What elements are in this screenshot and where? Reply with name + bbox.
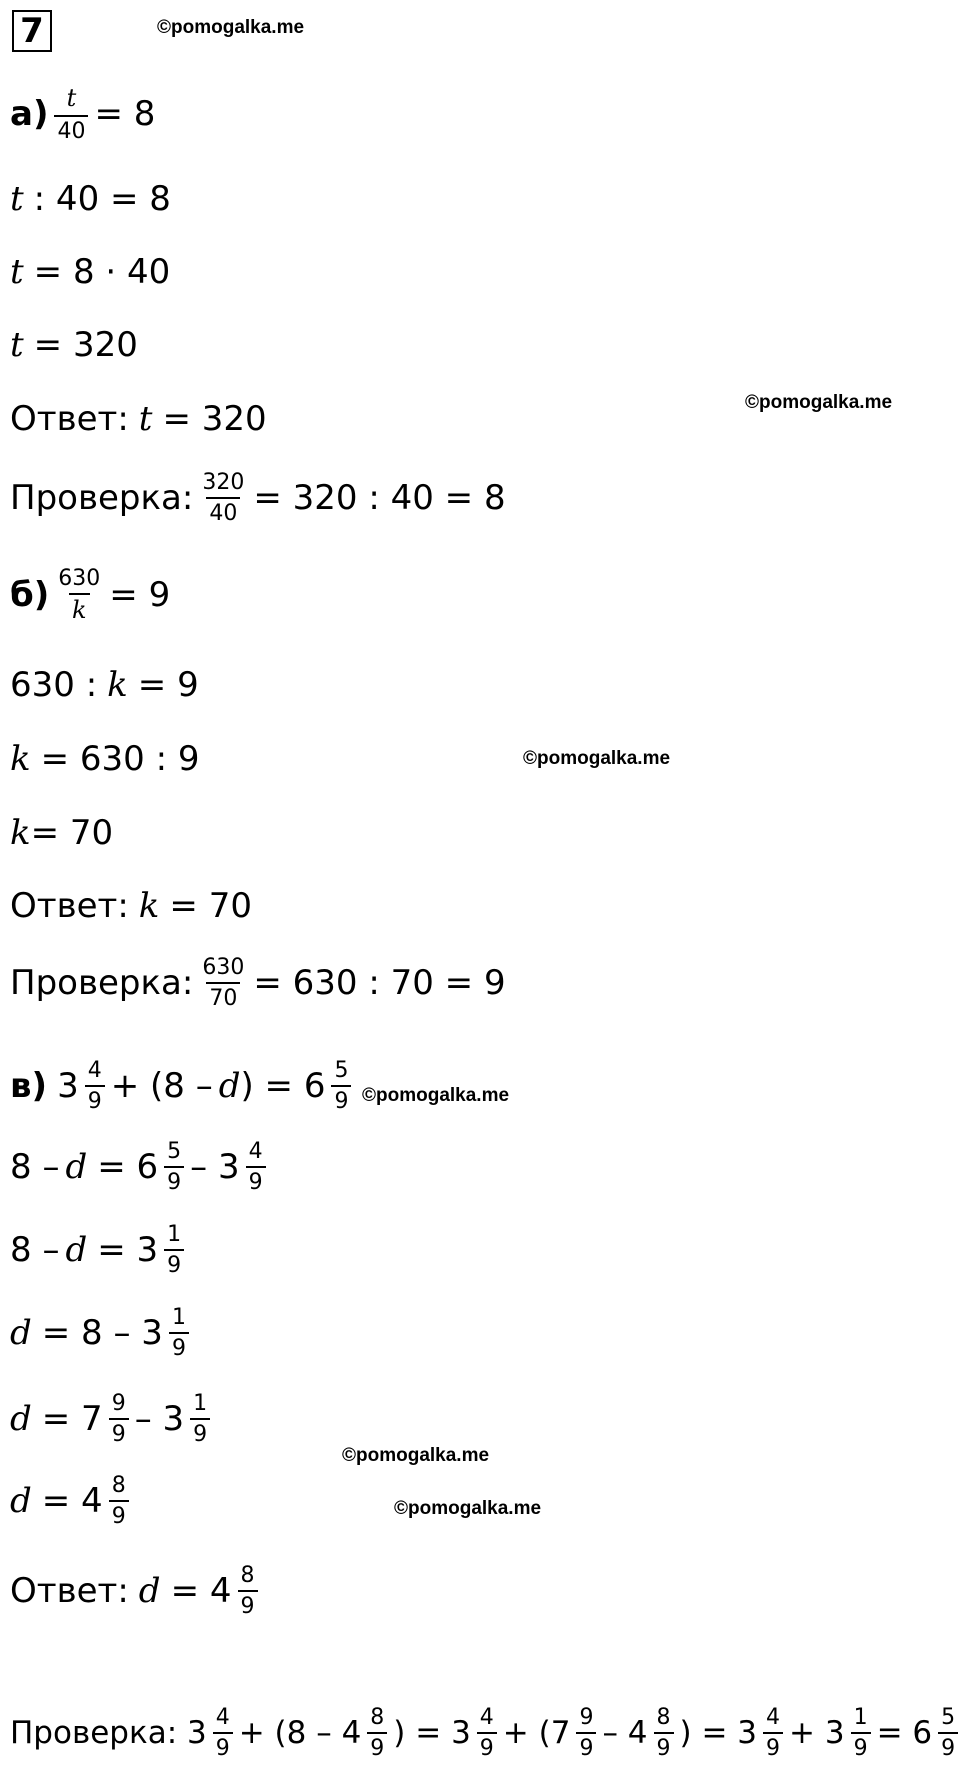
part-c-step-4: [10, 1391, 216, 1448]
part-b-step-1: [10, 665, 199, 705]
fraction: [367, 1705, 387, 1762]
expression: = 4: [170, 1571, 232, 1612]
answer-label: Ответ:: [10, 886, 129, 926]
denominator: 40: [54, 115, 88, 144]
denominator: 9: [763, 1732, 783, 1761]
denominator: 9: [331, 1085, 351, 1114]
expression: + (8 –: [110, 1066, 213, 1107]
denominator: k: [69, 593, 90, 625]
part-b-step-3: [10, 813, 114, 853]
numerator: 1: [193, 1391, 208, 1416]
variable: k: [10, 813, 31, 853]
watermark: ©pomogalka.me: [394, 1498, 542, 1519]
part-b-check: [10, 955, 506, 1012]
fraction: [938, 1705, 958, 1762]
expression: = 70: [30, 813, 114, 853]
expression: = 320: [162, 399, 267, 439]
fraction: [109, 1391, 129, 1448]
denominator: 9: [213, 1732, 233, 1761]
fraction: [654, 1705, 674, 1762]
expression-prefix: 8 –: [10, 1230, 60, 1271]
denominator: 70: [206, 982, 240, 1011]
denominator: 9: [85, 1085, 105, 1114]
numerator: 1: [167, 1222, 182, 1247]
fraction: [199, 470, 247, 527]
expression: = 9: [137, 665, 199, 705]
expression: ) = 3: [679, 1714, 758, 1751]
numerator: 5: [941, 1705, 956, 1730]
expression: = 8 – 3: [41, 1313, 163, 1354]
fraction: [246, 1139, 266, 1196]
part-c-step-2: [10, 1222, 190, 1279]
fraction: [331, 1058, 351, 1115]
denominator: 9: [109, 1500, 129, 1529]
watermark: ©pomogalka.me: [745, 392, 893, 413]
variable: d: [65, 1147, 88, 1188]
denominator: 9: [938, 1732, 958, 1761]
watermark: ©pomogalka.me: [157, 17, 305, 38]
numerator: 4: [215, 1705, 230, 1730]
denominator: 9: [169, 1332, 189, 1361]
expression: = 6: [97, 1147, 159, 1188]
numerator: 630: [58, 566, 101, 591]
numerator: 8: [240, 1563, 255, 1588]
part-c-check: [10, 1705, 960, 1762]
fraction: [55, 566, 103, 625]
numerator: 4: [248, 1139, 263, 1164]
part-b-equation: [10, 566, 170, 625]
part-b-label: б): [10, 575, 50, 616]
part-a-label: а): [10, 94, 49, 135]
numerator: 8: [370, 1705, 385, 1730]
variable: t: [10, 325, 24, 365]
fraction: [763, 1705, 783, 1762]
expression: ) = 3: [393, 1714, 471, 1751]
denominator: 9: [246, 1166, 266, 1195]
expression: = 630 : 70 = 9: [253, 963, 506, 1004]
numerator: 5: [167, 1139, 182, 1164]
expression: = 7: [41, 1399, 103, 1440]
watermark: ©pomogalka.me: [523, 748, 671, 769]
expression: = 70: [169, 886, 252, 926]
part-a-step-2: [10, 252, 171, 292]
expression: + (8 – 4: [238, 1714, 362, 1751]
denominator: 9: [164, 1249, 184, 1278]
denominator: 9: [576, 1732, 596, 1761]
denominator: 9: [851, 1732, 871, 1761]
watermark: ©pomogalka.me: [342, 1445, 490, 1466]
denominator: 9: [477, 1732, 497, 1761]
check-label: Проверка: 3: [10, 1714, 207, 1751]
denominator: 9: [367, 1732, 387, 1761]
expression-prefix: 8 –: [10, 1147, 60, 1188]
variable: k: [107, 665, 128, 705]
numerator: 9: [111, 1391, 126, 1416]
expression: + 3: [789, 1714, 845, 1751]
part-a-equation: [10, 85, 155, 144]
part-c-step-5: [10, 1473, 135, 1530]
numerator: 4: [87, 1058, 102, 1083]
denominator: 40: [206, 497, 240, 526]
expression: + (7: [502, 1714, 571, 1751]
expression-prefix: 630 :: [10, 665, 98, 705]
numerator: 9: [579, 1705, 594, 1730]
part-a-answer: [10, 399, 267, 439]
answer-label: Ответ:: [10, 1571, 129, 1612]
task-number-box: [12, 10, 52, 52]
equation-rhs: = 8: [94, 94, 156, 135]
variable: k: [138, 886, 160, 926]
part-c-label: в): [10, 1066, 48, 1107]
answer-label: Ответ:: [10, 399, 129, 439]
numerator: 630: [202, 955, 245, 980]
part-a-check: [10, 470, 506, 527]
variable: d: [10, 1481, 32, 1522]
expression: ) = 6: [240, 1066, 326, 1107]
numerator: 4: [766, 1705, 781, 1730]
fraction: [238, 1563, 258, 1620]
expression: – 4: [602, 1714, 648, 1751]
expression: = 630 : 9: [40, 739, 200, 779]
part-c-step-3: [10, 1305, 195, 1362]
numerator: 320: [202, 470, 245, 495]
part-a-step-3: [10, 325, 138, 365]
fraction: [169, 1305, 189, 1362]
variable: t: [10, 252, 24, 292]
denominator: 9: [109, 1418, 129, 1447]
expression: – 3: [134, 1399, 185, 1440]
part-c-answer: [10, 1563, 264, 1620]
numerator: 5: [334, 1058, 349, 1083]
part-c-step-1: [10, 1139, 272, 1196]
variable: k: [10, 739, 31, 779]
watermark: ©pomogalka.me: [362, 1085, 510, 1106]
part-a-step-1: [10, 179, 171, 219]
fraction: [164, 1139, 184, 1196]
variable: t: [138, 399, 153, 439]
task-number: 7: [20, 11, 44, 51]
numerator: t: [66, 84, 77, 112]
expression: = 3: [97, 1230, 159, 1271]
expression: = 6: [876, 1714, 933, 1751]
variable: d: [218, 1066, 241, 1107]
variable: d: [10, 1313, 32, 1354]
variable: t: [10, 179, 24, 219]
fraction: [851, 1705, 871, 1762]
expression: = 8 · 40: [33, 252, 171, 292]
denominator: 9: [164, 1166, 184, 1195]
part-c-equation: [10, 1058, 357, 1115]
expression: : 40 = 8: [33, 179, 171, 219]
numerator: 1: [171, 1305, 186, 1330]
fraction: [190, 1391, 210, 1448]
fraction: [109, 1473, 129, 1530]
check-label: Проверка:: [10, 963, 194, 1004]
fraction: [199, 955, 247, 1012]
denominator: 9: [238, 1590, 258, 1619]
expression: – 3: [190, 1147, 240, 1188]
fraction: [477, 1705, 497, 1762]
equation-rhs: = 9: [109, 575, 171, 616]
denominator: 9: [190, 1418, 210, 1447]
expression: = 320: [33, 325, 138, 365]
denominator: 9: [654, 1732, 674, 1761]
whole-part: 3: [57, 1066, 79, 1107]
variable: d: [65, 1230, 88, 1271]
fraction: [213, 1705, 233, 1762]
numerator: 4: [479, 1705, 494, 1730]
numerator: 8: [656, 1705, 671, 1730]
fraction: [576, 1705, 596, 1762]
fraction: [85, 1058, 105, 1115]
part-b-answer: [10, 886, 252, 926]
fraction: [164, 1222, 184, 1279]
variable: d: [138, 1571, 161, 1612]
expression: = 4: [41, 1481, 103, 1522]
part-b-step-2: [10, 739, 200, 779]
numerator: 1: [853, 1705, 868, 1730]
expression: = 320 : 40 = 8: [253, 478, 506, 519]
fraction: [54, 85, 88, 144]
numerator: 8: [111, 1473, 126, 1498]
check-label: Проверка:: [10, 478, 194, 519]
variable: d: [10, 1399, 32, 1440]
